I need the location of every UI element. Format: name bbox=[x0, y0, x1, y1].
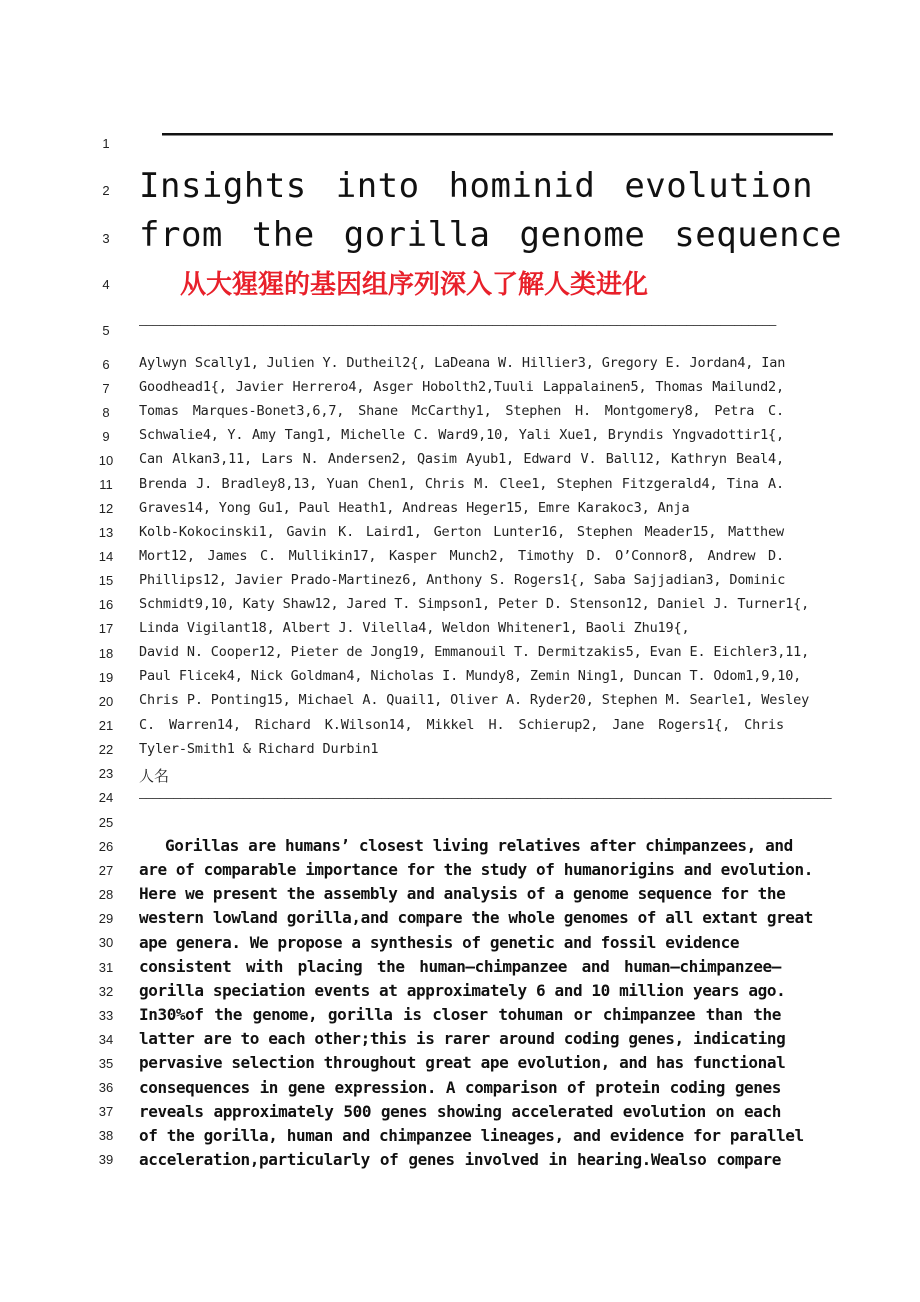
line-number: 14 bbox=[98, 549, 114, 564]
author-line: Brenda J. Bradley8,13, Yuan Chen1, Chris M. Clee1, Stephen Fitzgerald4, Tina A. bbox=[139, 475, 784, 492]
line-number: 22 bbox=[98, 742, 114, 757]
line-number: 8 bbox=[102, 405, 110, 420]
line-number: 2 bbox=[102, 183, 110, 198]
author-line: Phillips12, Javier Prado-Martinez6, Anthony S. Rogers1{, Saba Sajjadian3, Dominic bbox=[139, 571, 786, 588]
line-number: 36 bbox=[98, 1080, 114, 1095]
author-line: Schwalie4, Y. Amy Tang1, Michelle C. Ward9,10, Yali Xue1, Bryndis Yngvadottir1{, bbox=[139, 427, 784, 444]
line-number: 23 bbox=[98, 766, 114, 781]
title-line-1: Insights into hominid evolution bbox=[139, 166, 814, 206]
abstract-line: pervasive selection throughout great ape evolution, and has functional bbox=[139, 1053, 786, 1073]
line-number: 3 bbox=[102, 231, 110, 246]
abstract-line: reveals approximately 500 genes showing accelerated evolution on each bbox=[139, 1101, 781, 1121]
title-line-2: from the gorilla genome sequence bbox=[139, 215, 843, 255]
line-number: 21 bbox=[98, 718, 114, 733]
author-line: Paul Flicek4, Nick Goldman4, Nicholas I. Mundy8, Zemin Ning1, Duncan T. Odom1,9,10, bbox=[139, 668, 802, 685]
separator-rule-2: ———————————————————————————————————————————————————————————————————————————————————————————————————— bbox=[139, 791, 832, 805]
abstract-line: consequences in gene expression. A comparison of protein coding genes bbox=[139, 1077, 781, 1097]
line-number: 29 bbox=[98, 911, 114, 926]
line-number: 9 bbox=[102, 429, 110, 444]
line-number: 35 bbox=[98, 1056, 114, 1071]
author-line: Can Alkan3,11, Lars N. Andersen2, Qasim Ayub1, Edward V. Ball12, Kathryn Beal4, bbox=[139, 451, 784, 468]
abstract-line: Gorillas are humans’ closest living relatives after chimpanzees, and bbox=[165, 836, 793, 855]
separator-rule-1: ———————————————————————————————————————————————————————————————————————————————————————————— bbox=[139, 318, 777, 332]
line-number: 15 bbox=[98, 573, 114, 588]
line-number: 11 bbox=[99, 477, 113, 492]
abstract-line: are of comparable importance for the study of humanorigins and evolution. bbox=[139, 860, 813, 880]
abstract-line: ape genera. We propose a synthesis of genetic and fossil evidence bbox=[139, 932, 740, 952]
line-number: 18 bbox=[98, 646, 114, 661]
author-line: Mort12, James C. Mullikin17, Kasper Munch2, Timothy D. O’Connor8, Andrew D. bbox=[139, 547, 784, 564]
line-number: 32 bbox=[98, 984, 114, 999]
abstract-line: acceleration,particularly of genes involved in hearing.Wealso compare bbox=[139, 1149, 781, 1169]
author-line: Goodhead1{, Javier Herrero4, Asger Hobolth2,Tuuli Lappalainen5, Thomas Mailund2, bbox=[139, 379, 784, 396]
author-line: Graves14, Yong Gu1, Paul Heath1, Andreas Heger15, Emre Karakoc3, Anja bbox=[139, 499, 690, 516]
line-number: 17 bbox=[98, 621, 114, 636]
line-number: 20 bbox=[98, 694, 114, 709]
author-line: Tomas Marques-Bonet3,6,7, Shane McCarthy1, Stephen H. Montgomery8, Petra C. bbox=[139, 403, 784, 420]
line-number: 25 bbox=[98, 815, 114, 830]
line-number: 26 bbox=[98, 839, 114, 854]
line-number: 7 bbox=[102, 381, 110, 396]
author-line: Linda Vigilant18, Albert J. Vilella4, Weldon Whitener1, Baoli Zhu19{, bbox=[139, 620, 690, 637]
author-line: C. Warren14, Richard K.Wilson14, Mikkel H. Schierup2, Jane Rogers1{, Chris bbox=[139, 716, 784, 733]
line-number: 13 bbox=[98, 525, 114, 540]
chinese-title: 从大猩猩的基因组序列深入了解人类进化 bbox=[180, 270, 649, 300]
top-dash-rule: —————————————————————————————————— bbox=[162, 112, 831, 153]
line-number: 10 bbox=[98, 453, 114, 468]
abstract-line: of the gorilla, human and chimpanzee lineages, and evidence for parallel bbox=[139, 1125, 804, 1145]
author-line: Kolb-Kokocinski1, Gavin K. Laird1, Gerton Lunter16, Stephen Meader15, Matthew bbox=[139, 523, 784, 540]
line-number: 1 bbox=[102, 136, 110, 151]
abstract-line: western lowland gorilla,and compare the whole genomes of all extant great bbox=[139, 908, 813, 928]
author-line: David N. Cooper12, Pieter de Jong19, Emmanouil T. Dermitzakis5, Evan E. Eichler3,11, bbox=[139, 644, 810, 661]
line-number: 31 bbox=[98, 960, 114, 975]
line-number: 39 bbox=[98, 1152, 114, 1167]
line-number: 30 bbox=[98, 935, 114, 950]
line-number: 38 bbox=[98, 1128, 114, 1143]
line-number: 6 bbox=[102, 357, 110, 372]
abstract-line: Here we present the assembly and analysis of a genome sequence for the bbox=[139, 884, 786, 904]
abstract-line: latter are to each other;this is rarer around coding genes, indicating bbox=[139, 1029, 786, 1049]
line-number: 19 bbox=[98, 670, 114, 685]
names-label: 人名 bbox=[139, 767, 170, 785]
author-line: Aylwyn Scally1, Julien Y. Dutheil2{, LaDeana W. Hillier3, Gregory E. Jordan4, Ian bbox=[139, 355, 786, 371]
line-number: 34 bbox=[98, 1032, 114, 1047]
line-number: 24 bbox=[98, 790, 114, 805]
line-number: 12 bbox=[98, 501, 114, 516]
author-line: Chris P. Ponting15, Michael A. Quail1, Oliver A. Ryder20, Stephen M. Searle1, Wesley bbox=[139, 692, 810, 709]
line-number: 37 bbox=[98, 1104, 114, 1119]
line-number: 33 bbox=[98, 1008, 114, 1023]
abstract-line: consistent with placing the human–chimpanzee and human–chimpanzee– bbox=[139, 956, 781, 976]
author-line: Tyler-Smith1 & Richard Durbin1 bbox=[139, 740, 379, 757]
author-line: Schmidt9,10, Katy Shaw12, Jared T. Simpson1, Peter D. Stenson12, Daniel J. Turner1{, bbox=[139, 596, 810, 612]
line-number: 28 bbox=[98, 887, 114, 902]
line-number: 5 bbox=[102, 323, 110, 338]
line-number: 16 bbox=[98, 597, 114, 612]
line-number: 27 bbox=[98, 863, 114, 878]
abstract-line: In30%of the genome, gorilla is closer tohuman or chimpanzee than the bbox=[139, 1005, 781, 1025]
line-number: 4 bbox=[102, 277, 110, 292]
abstract-line: gorilla speciation events at approximately 6 and 10 million years ago. bbox=[139, 980, 786, 1000]
